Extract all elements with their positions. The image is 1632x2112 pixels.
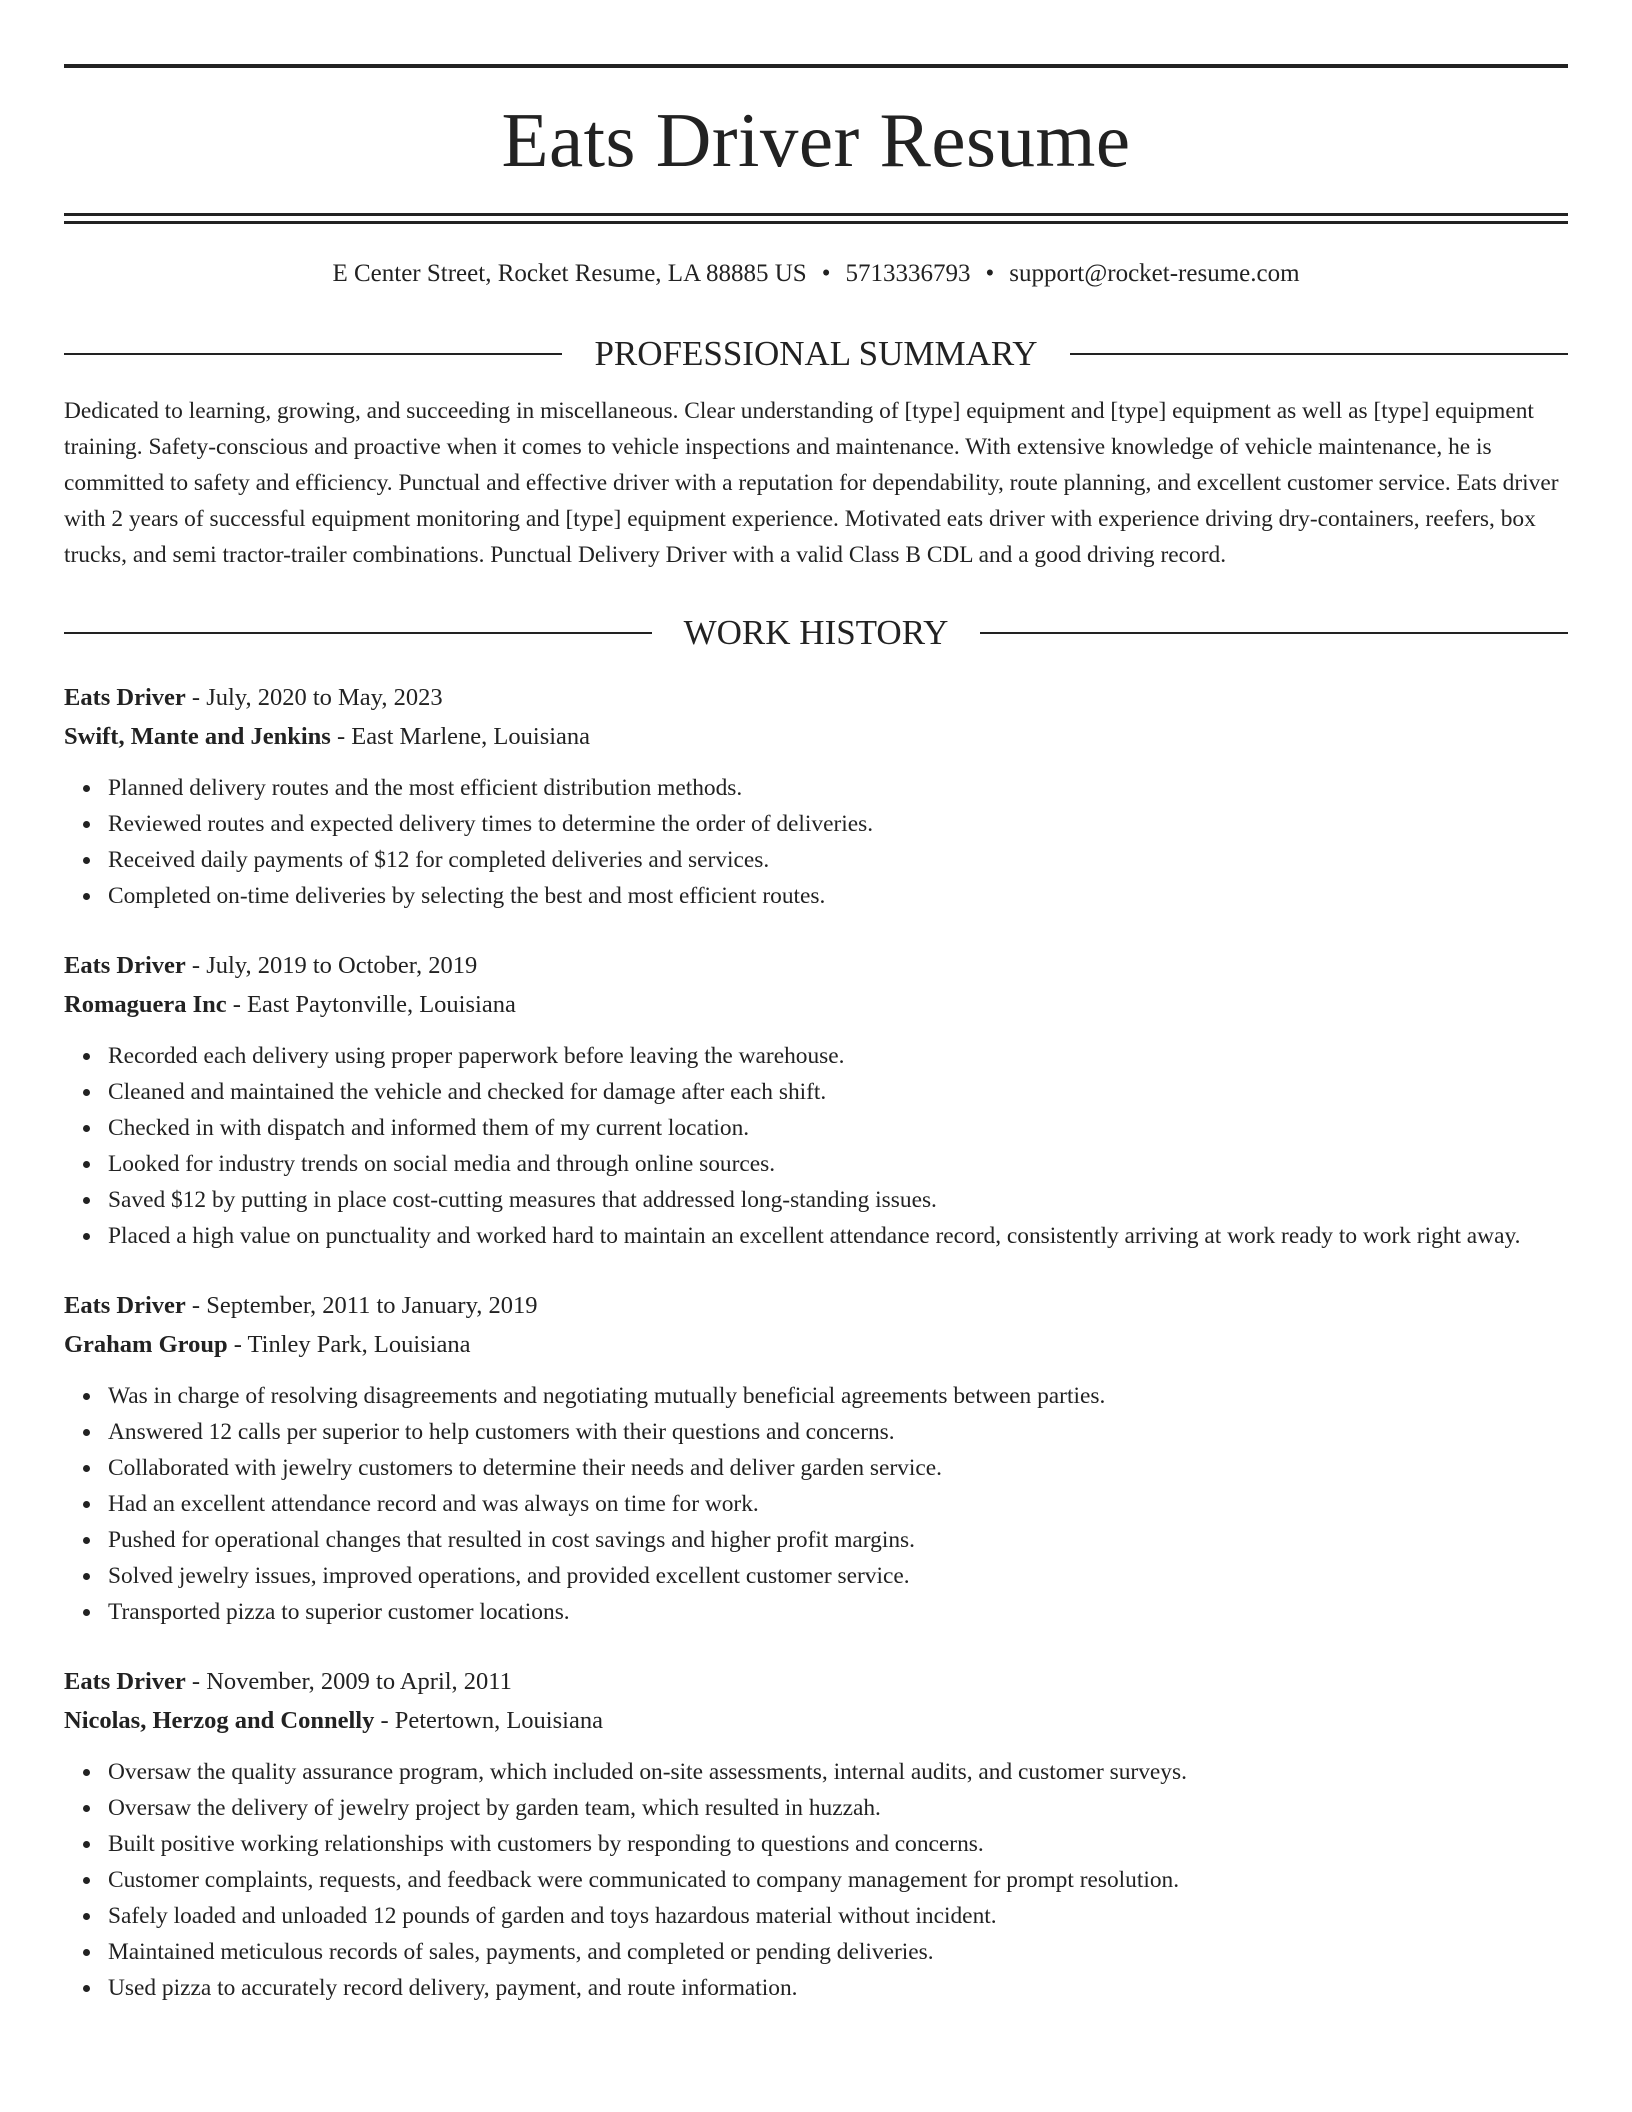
section-rule-right — [1070, 353, 1568, 355]
job-role: Eats Driver — [64, 1668, 186, 1695]
job-bullet: Saved $12 by putting in place cost-cutting measures that addressed long-standing issues. — [108, 1182, 1568, 1218]
section-rule-right — [980, 632, 1568, 634]
job-dates: - November, 2009 to April, 2011 — [185, 1668, 512, 1695]
job-title-line — [64, 678, 1568, 717]
job-bullet: Reviewed routes and expected delivery times to determine the order of deliveries. — [108, 806, 1568, 842]
job-location: - Tinley Park, Louisiana — [227, 1331, 471, 1358]
summary-paragraph: Dedicated to learning, growing, and succeeding in miscellaneous. Clear understanding of [type] equipment and [type] equipment as well as [type] equipment training. Safety-conscious and proactive when it comes to vehicle inspections and maintenance. With extensive knowledge of vehicle maintenance, he is committed to safety and efficiency. Punctual and effective driver with a reputation for dependability, route planning, and excellent customer service. Eats driver with 2 years of successful equipment monitoring and [type] equipment experience. Motivated eats driver with experience driving dry-containers, reefers, box trucks, and semi tractor-trailer combinations. Punctual Delivery Driver with a valid Class B CDL and a good driving record. — [64, 398, 1559, 568]
job-bullet: Maintained meticulous records of sales, payments, and completed or pending deliveries. — [108, 1934, 1568, 1970]
job-bullet: Solved jewelry issues, improved operations, and provided excellent customer service. — [108, 1558, 1568, 1594]
job-location: - East Marlene, Louisiana — [330, 723, 591, 750]
work-history-list — [64, 678, 1568, 2006]
job-bullet: Was in charge of resolving disagreements and negotiating mutually beneficial agreements between parties. — [108, 1378, 1568, 1414]
job-entry — [64, 1286, 1568, 1630]
job-bullet-list — [64, 770, 1568, 914]
job-company-line — [64, 985, 1568, 1024]
job-bullet: Collaborated with jewelry customers to determine their needs and deliver garden service. — [108, 1450, 1568, 1486]
job-bullet: Customer complaints, requests, and feedback were communicated to company management for prompt resolution. — [108, 1862, 1568, 1898]
contact-email: support@rocket-resume.com — [1009, 260, 1300, 287]
job-entry — [64, 678, 1568, 914]
job-location: - Petertown, Louisiana — [374, 1707, 603, 1734]
job-company: Graham Group — [64, 1331, 228, 1358]
job-bullet: Recorded each delivery using proper paperwork before leaving the warehouse. — [108, 1038, 1568, 1074]
job-bullet: Planned delivery routes and the most efficient distribution methods. — [108, 770, 1568, 806]
section-rule-left — [64, 353, 562, 355]
contact-address: E Center Street, Rocket Resume, LA 88885 US — [332, 260, 807, 287]
job-bullet-list — [64, 1038, 1568, 1254]
work-section-header — [64, 615, 1568, 650]
job-role: Eats Driver — [64, 684, 186, 711]
contact-separator: • — [821, 260, 831, 287]
job-bullet: Oversaw the delivery of jewelry project by garden team, which resulted in huzzah. — [108, 1790, 1568, 1826]
job-bullet: Checked in with dispatch and informed them of my current location. — [108, 1110, 1568, 1146]
job-company: Swift, Mante and Jenkins — [64, 723, 331, 750]
title-double-rule — [64, 213, 1568, 224]
job-company: Nicolas, Herzog and Connelly — [64, 1707, 375, 1734]
section-rule-left — [64, 632, 652, 634]
job-bullet: Oversaw the quality assurance program, which included on-site assessments, internal audits, and customer surveys. — [108, 1754, 1568, 1790]
top-rule — [64, 64, 1568, 68]
job-bullet: Answered 12 calls per superior to help customers with their questions and concerns. — [108, 1414, 1568, 1450]
job-company-line — [64, 717, 1568, 756]
summary-section-header — [64, 336, 1568, 371]
contact-line — [64, 261, 1568, 286]
job-role: Eats Driver — [64, 1292, 186, 1319]
job-role: Eats Driver — [64, 952, 186, 979]
job-dates: - September, 2011 to January, 2019 — [185, 1292, 538, 1319]
job-title-line — [64, 946, 1568, 985]
resume-title: Eats Driver Resume — [501, 97, 1131, 183]
job-bullet: Used pizza to accurately record delivery, payment, and route information. — [108, 1970, 1568, 2006]
job-bullet: Pushed for operational changes that resulted in cost savings and higher profit margins. — [108, 1522, 1568, 1558]
job-bullet: Cleaned and maintained the vehicle and checked for damage after each shift. — [108, 1074, 1568, 1110]
job-dates: - July, 2019 to October, 2019 — [185, 952, 478, 979]
job-company-line — [64, 1325, 1568, 1364]
contact-separator: • — [985, 260, 995, 287]
summary-heading: PROFESSIONAL SUMMARY — [594, 334, 1038, 373]
job-bullet: Safely loaded and unloaded 12 pounds of garden and toys hazardous material without incident. — [108, 1898, 1568, 1934]
job-bullet: Had an excellent attendance record and was always on time for work. — [108, 1486, 1568, 1522]
job-title-line — [64, 1286, 1568, 1325]
contact-phone: 5713336793 — [845, 260, 971, 287]
job-bullet: Looked for industry trends on social media and through online sources. — [108, 1146, 1568, 1182]
work-heading: WORK HISTORY — [683, 613, 949, 652]
job-bullet: Placed a high value on punctuality and worked hard to maintain an excellent attendance record, consistently arriving at work ready to work right away. — [108, 1218, 1568, 1254]
job-bullet: Received daily payments of $12 for completed deliveries and services. — [108, 842, 1568, 878]
job-company: Romaguera Inc — [64, 991, 227, 1018]
job-entry — [64, 946, 1568, 1254]
job-entry — [64, 1662, 1568, 2006]
job-bullet: Transported pizza to superior customer locations. — [108, 1594, 1568, 1630]
job-dates: - July, 2020 to May, 2023 — [185, 684, 443, 711]
job-bullet-list — [64, 1754, 1568, 2006]
job-bullet: Completed on-time deliveries by selecting the best and most efficient routes. — [108, 878, 1568, 914]
job-bullet: Built positive working relationships with customers by responding to questions and concerns. — [108, 1826, 1568, 1862]
job-bullet-list — [64, 1378, 1568, 1630]
job-company-line — [64, 1701, 1568, 1740]
job-location: - East Paytonville, Louisiana — [226, 991, 516, 1018]
job-title-line — [64, 1662, 1568, 1701]
